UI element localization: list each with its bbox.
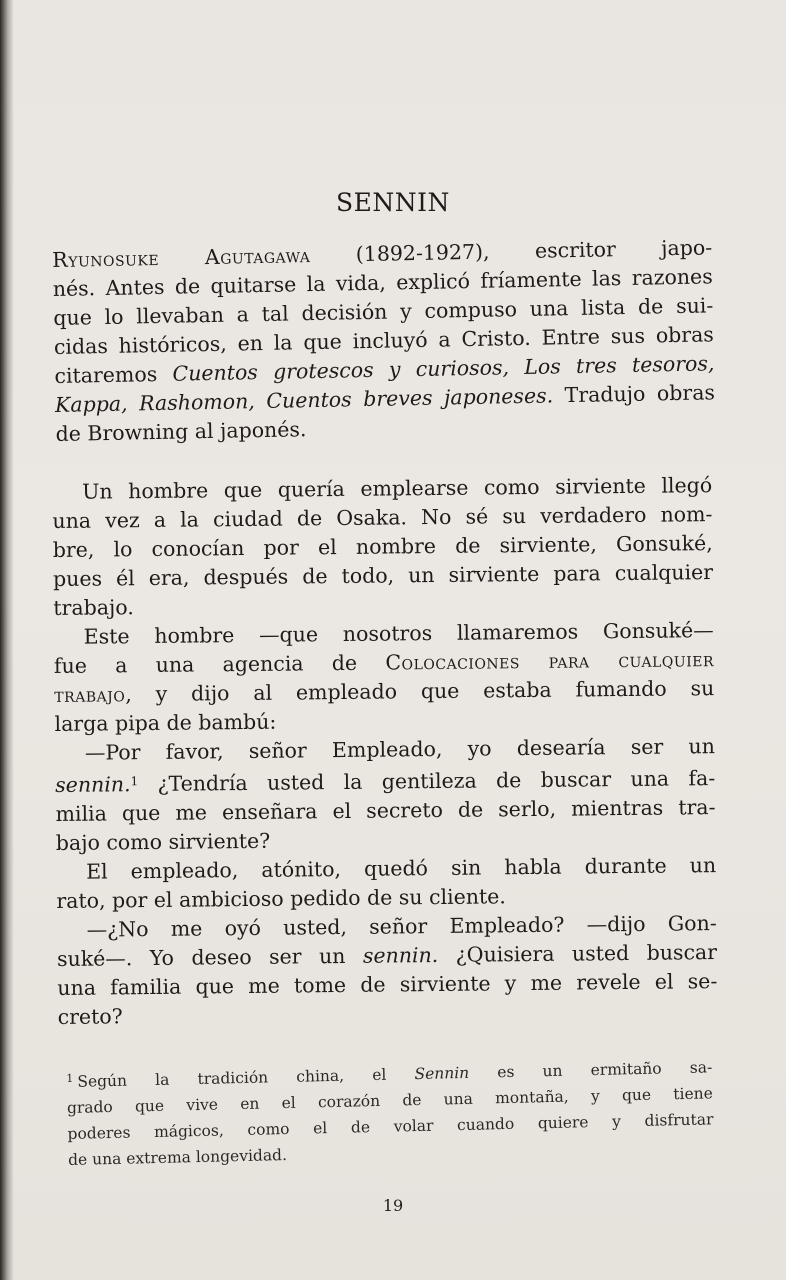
author-biography bbox=[52, 233, 716, 449]
story-line: trabajo. bbox=[53, 595, 134, 620]
story-line: rato, por el ambicioso pedido de su cliente. bbox=[56, 884, 506, 913]
story-line: El empleado, atónito, quedó sin habla durante un bbox=[85, 853, 717, 884]
sennin-term: Sennin bbox=[414, 1063, 470, 1084]
bio-text: citaremos bbox=[54, 361, 173, 388]
footnote-line: poderes mágicos, como el de volar cuando quiere y disfrutar bbox=[67, 1110, 714, 1143]
footnote-mark: 1 bbox=[66, 1071, 74, 1085]
footnote-text: es un ermitaño sa- bbox=[468, 1058, 713, 1082]
story-line: Este hombre —que nosotros llamaremos Gonsuké— bbox=[83, 618, 714, 649]
agency-name: trabajo bbox=[54, 682, 126, 707]
story-line: —¿No me oyó usted, señor Empleado? —dijo Gon- bbox=[86, 911, 717, 942]
bio-line: de Browning al japonés. bbox=[55, 417, 307, 446]
works-titles: Kappa, Rashomon, Cuentos breves japoneses. bbox=[54, 383, 554, 417]
bio-line: cidas históricos, en la que incluyó a Cristo. Entre sus obras bbox=[53, 322, 715, 359]
story-text: , y dijo al empleado que estaba fumando su bbox=[125, 676, 715, 707]
story-text: suké—. Yo deseo ser un bbox=[56, 943, 364, 971]
chapter-title: SENNIN bbox=[336, 188, 450, 217]
bio-line: que lo llevaban a tal decisión y compuso una lista de sui- bbox=[53, 293, 714, 330]
story-line: una vez a la ciudad de Osaka. No sé su verdadero nom- bbox=[52, 502, 713, 533]
page-number: 19 bbox=[382, 1196, 404, 1215]
story-line: una familia que me tome de sirviente y me revele el se- bbox=[57, 969, 718, 1000]
footnote-line: de una extrema longevidad. bbox=[67, 1146, 288, 1169]
footnote bbox=[66, 1051, 714, 1173]
footnote-reference: 1 bbox=[130, 774, 139, 789]
author-name: Ryunosuke Agutagawa bbox=[52, 243, 311, 272]
story-text: ¿Tendría usted la gentileza de buscar una fa- bbox=[138, 766, 716, 797]
footnote-text: Según la tradición china, el bbox=[77, 1065, 415, 1091]
sennin-term: sennin. bbox=[362, 942, 439, 968]
story-line: Un hombre que quería emplearse como sirviente llegó bbox=[82, 473, 713, 504]
story-line: milia que me enseñara el secreto de serlo, mientras tra- bbox=[55, 795, 716, 826]
sennin-term: sennin. bbox=[55, 772, 131, 797]
story-line: —Por favor, señor Empleado, yo desearía ser un bbox=[84, 734, 715, 765]
story-line: bre, lo conocían por el nombre de sirviente, Gonsuké, bbox=[52, 531, 713, 562]
story-line: bajo como sirviente? bbox=[55, 828, 271, 855]
story-line: creto? bbox=[57, 1004, 123, 1029]
story-body bbox=[52, 471, 718, 1032]
works-titles: Cuentos grotescos y curiosos, Los tres tesoros, bbox=[172, 351, 715, 386]
bio-text: Tradujo obras bbox=[552, 380, 716, 408]
bio-line: nés. Antes de quitarse la vida, explicó fríamente las razones bbox=[52, 264, 713, 301]
footnote-line: grado que vive en el corazón de una montaña, y que tiene bbox=[66, 1084, 713, 1117]
story-text: fue a una agencia de bbox=[53, 650, 386, 678]
story-line: pues él era, después de todo, un sirviente para cualquier bbox=[52, 560, 714, 591]
bio-text: (1892-1927), escritor japo- bbox=[310, 235, 713, 268]
story-line: larga pipa de bambú: bbox=[54, 709, 277, 736]
story-text: ¿Quisiera usted buscar bbox=[438, 940, 718, 967]
agency-name: Colocaciones para cualquier bbox=[385, 647, 715, 675]
